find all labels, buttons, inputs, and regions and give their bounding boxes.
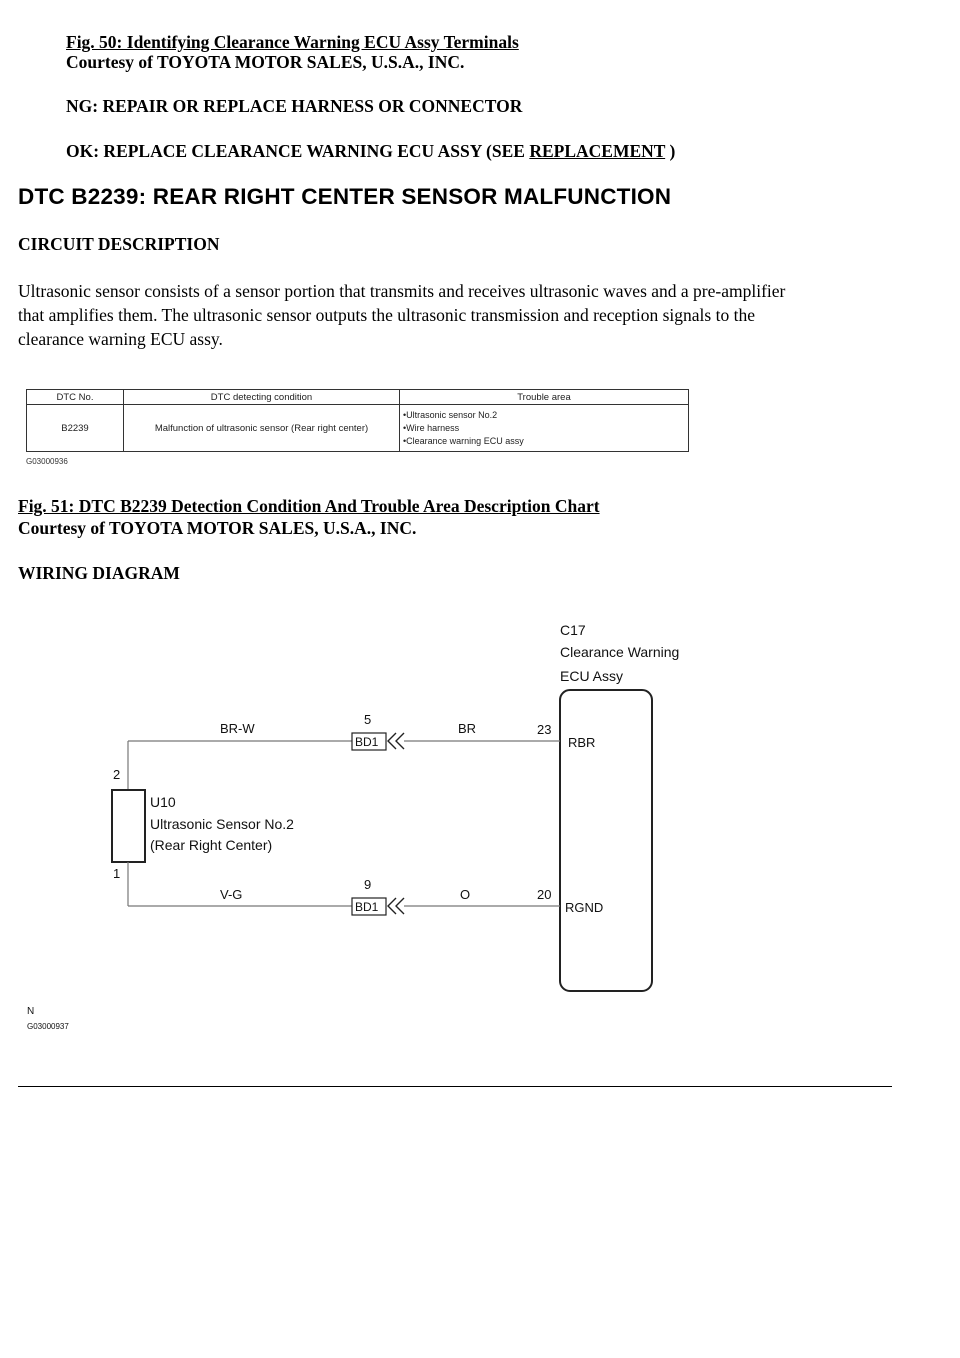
ecu-pin-23: 23 [537,722,552,737]
trouble-area-cell [400,405,689,452]
connector-pin-9: 9 [364,877,372,892]
dtc-number-cell: B2239 [27,405,124,452]
sensor-pin-1: 1 [113,866,121,881]
wire-color-v-g: V-G [220,887,243,902]
ok-instruction [66,141,675,161]
fig51-title: Fig. 51: DTC B2239 Detection Condition And Trouble Area Description Chart [18,496,600,516]
sensor-label-line: Ultrasonic Sensor No.2 [150,816,294,832]
dtc-table-header: DTC No. [27,390,124,405]
ecu-pin-20: 20 [537,887,552,902]
wire-color-o: O [460,887,471,902]
bottom-divider [18,1086,892,1087]
dtc-table-header: DTC detecting condition [124,390,400,405]
trouble-area-item: •Wire harness [403,422,460,433]
connector-label: BD1 [355,735,379,749]
dtc-table [26,389,689,452]
ecu-label-line: Clearance Warning [560,644,680,660]
circuit-description-heading: CIRCUIT DESCRIPTION [18,234,220,254]
connector-chevron-icon [388,733,404,749]
ok-prefix: OK: REPLACE CLEARANCE WARNING ECU ASSY (SEE [66,141,530,161]
connector-label: BD1 [355,900,379,914]
section-title: DTC B2239: REAR RIGHT CENTER SENSOR MALFUNCTION [18,184,672,209]
circuit-description-paragraph [18,279,898,351]
fig50-courtesy: Courtesy of TOYOTA MOTOR SALES, U.S.A., INC. [66,52,465,72]
dtc-condition-cell: Malfunction of ultrasonic sensor (Rear right center) [124,405,400,452]
dtc-table-header: Trouble area [400,390,689,405]
sensor-box [112,790,145,862]
wiring-diagram-heading: WIRING DIAGRAM [18,563,180,583]
trouble-area-item: •Clearance warning ECU assy [403,435,524,446]
paragraph-line-3: clearance warning ECU assy. [18,329,223,349]
fig51-courtesy: Courtesy of TOYOTA MOTOR SALES, U.S.A., INC. [18,518,417,538]
dtc-table-header-row [27,390,689,405]
paragraph-line-1: Ultrasonic sensor consists of a sensor portion that transmits and receives ultrasonic waves and a pre-amplifier [18,281,786,301]
sensor-pin-2: 2 [113,767,121,782]
ecu-terminal-rbr: RBR [568,735,596,750]
ng-instruction: NG: REPAIR OR REPLACE HARNESS OR CONNECTOR [66,96,523,116]
wire-color-br-w: BR-W [220,721,255,736]
ok-suffix: ) [665,141,676,161]
paragraph-line-2: that amplifies them. The ultrasonic sensor outputs the ultrasonic transmission and reception signals to the [18,305,755,325]
ecu-label-line: C17 [560,622,586,638]
diagram-corner-letter: N [27,1006,35,1017]
fig50-title: Fig. 50: Identifying Clearance Warning ECU Assy Terminals [66,32,519,52]
trouble-area-item: •Ultrasonic sensor No.2 [403,409,498,420]
ecu-label-line: ECU Assy [560,668,624,684]
ecu-terminal-rgnd: RGND [565,900,604,915]
sensor-label-line: (Rear Right Center) [150,837,273,853]
sensor-label-line: U10 [150,794,176,810]
diagram-image-code: G03000937 [27,1022,69,1031]
connector-chevron-icon [388,898,404,914]
connector-pin-5: 5 [364,712,372,727]
table-row [27,405,689,452]
wire-color-br: BR [458,721,477,736]
table-image-code: G03000936 [26,457,68,466]
replacement-link[interactable]: REPLACEMENT [529,141,666,161]
wiring-diagram [0,600,960,1040]
